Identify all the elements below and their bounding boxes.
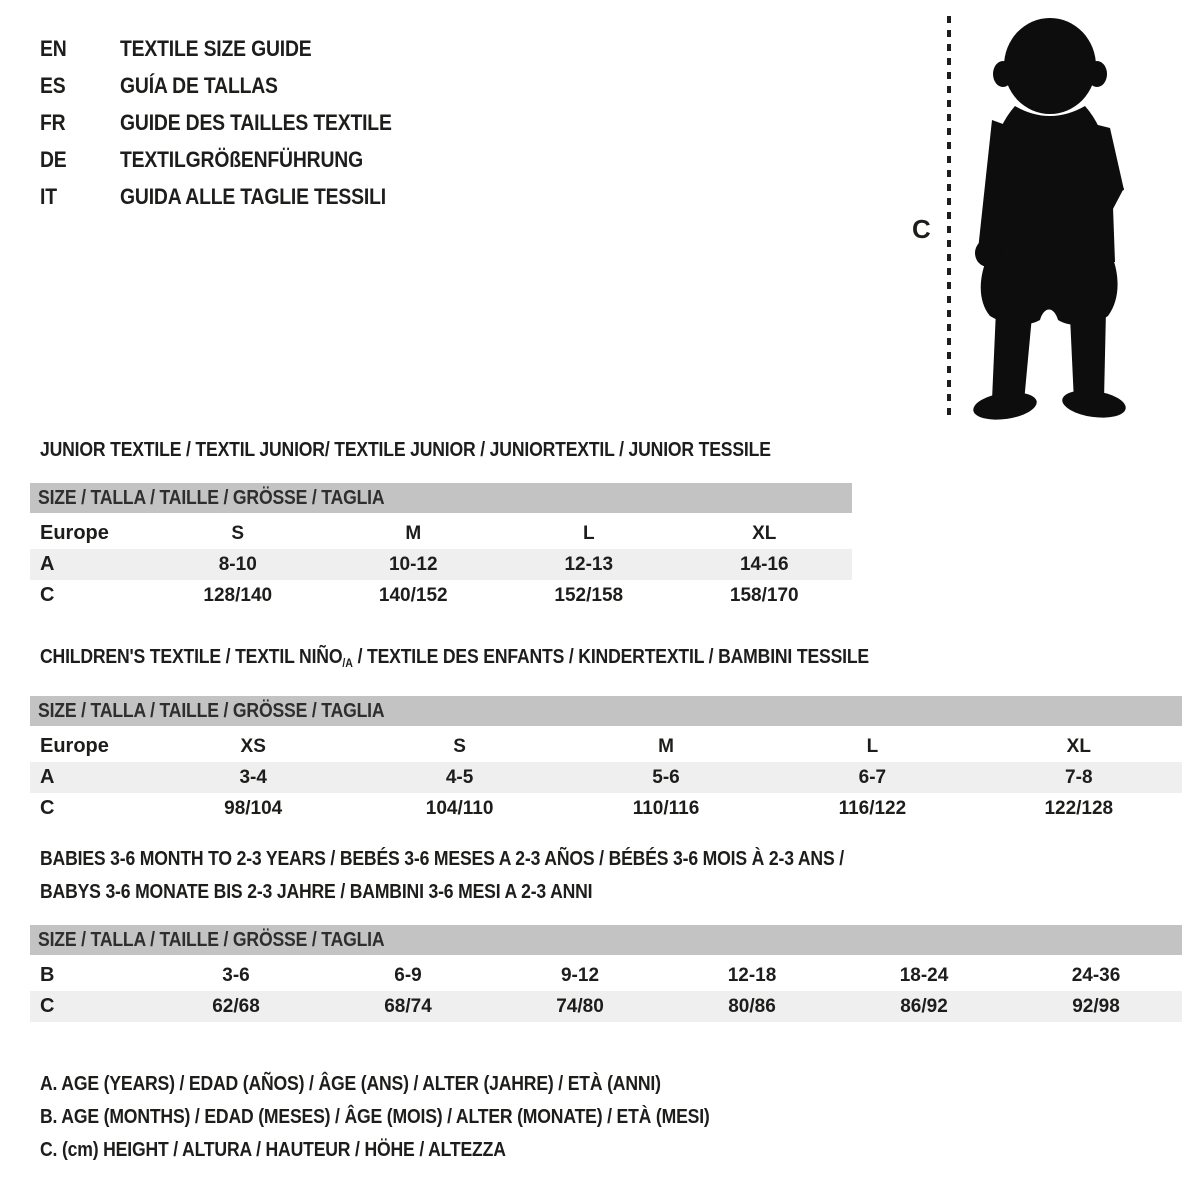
language-title: [120, 184, 422, 210]
table-cell: L: [866, 735, 879, 757]
language-title: [120, 110, 429, 136]
table-row: [30, 580, 852, 611]
size-header-label: SIZE / TALLA / TAILLE / GRÖSSE / TAGLIA: [38, 929, 385, 951]
table-cell: 12-13: [564, 553, 614, 575]
table-cell: 10-12: [388, 553, 438, 575]
section-title-text: [40, 876, 592, 909]
table-cell: 152/158: [554, 584, 624, 606]
table-cell: 98/104: [224, 797, 283, 819]
table-cell: L: [582, 522, 595, 544]
section-title-text: [40, 641, 869, 680]
table-cell: 92/98: [1072, 995, 1120, 1017]
footnote: [40, 1101, 801, 1134]
section-junior-textile: [30, 434, 852, 611]
table-cell: 5-6: [652, 766, 680, 788]
language-code-text: EN: [40, 35, 67, 61]
height-measure-label: C: [912, 214, 931, 244]
section-title-segment: CHILDREN'S TEXTILE / TEXTIL NIÑO: [40, 646, 343, 668]
language-title-text: GUIDE DES TAILLES TEXTILE: [120, 109, 392, 135]
table-row: [30, 960, 1182, 991]
language-title: [120, 36, 338, 62]
table-row: [30, 762, 1182, 793]
language-row: [40, 30, 429, 67]
table-cell: 158/170: [729, 584, 799, 606]
language-code: [40, 147, 120, 173]
table-cell: 86/92: [900, 995, 948, 1017]
size-header-bar: [30, 925, 1182, 955]
size-header-label: SIZE / TALLA / TAILLE / GRÖSSE / TAGLIA: [38, 487, 385, 509]
section-title-line: [40, 876, 1182, 909]
table-cell: 74/80: [556, 995, 604, 1017]
row-label: C: [40, 797, 55, 819]
language-row: [40, 67, 429, 104]
table-body: [30, 960, 1182, 1022]
row-label: B: [40, 964, 55, 986]
language-row: [40, 178, 429, 215]
language-row: [40, 104, 429, 141]
row-label: Europe: [40, 522, 109, 544]
table-cell: S: [453, 735, 466, 757]
table-cell: XL: [1066, 735, 1091, 757]
footnote-text: A. AGE (YEARS) / EDAD (AÑOS) / ÂGE (ANS) / ALTER (JAHRE) / ETÀ (ANNI): [40, 1073, 661, 1095]
language-code: [40, 184, 120, 210]
section-title-text: [40, 434, 771, 467]
section-title: [40, 843, 1182, 909]
table-row: [30, 991, 1182, 1022]
table-cell: 24-36: [1071, 964, 1121, 986]
language-code: [40, 110, 120, 136]
table-cell: 18-24: [899, 964, 949, 986]
table-cell: M: [658, 735, 674, 757]
table-cell: 9-12: [560, 964, 600, 986]
table-cell: 12-18: [727, 964, 777, 986]
row-label: A: [40, 553, 55, 575]
row-label: C: [40, 995, 55, 1017]
language-code-text: FR: [40, 109, 66, 135]
table-cell: 3-6: [222, 964, 250, 986]
section-title-segment: / TEXTILE DES ENFANTS / KINDERTEXTIL / BAMBINI TESSILE: [352, 646, 869, 668]
language-title-text: GUIDA ALLE TAGLIE TESSILI: [120, 183, 386, 209]
section-title-subscript: /A: [342, 656, 353, 670]
section-title-segment: BABIES 3-6 MONTH TO 2-3 YEARS / BEBÉS 3-6 MESES A 2-3 AÑOS / BÉBÉS 3-6 MOIS À 2-3 ANS /: [40, 848, 844, 870]
height-measure-line: [947, 16, 951, 420]
row-label: Europe: [40, 735, 109, 757]
section-title-segment: BABYS 3-6 MONATE BIS 2-3 JAHRE / BAMBINI 3-6 MESI A 2-3 ANNI: [40, 881, 593, 903]
toddler-silhouette-icon: [958, 10, 1144, 422]
table-cell: 68/74: [384, 995, 432, 1017]
language-title: [120, 147, 396, 173]
language-code-text: IT: [40, 183, 57, 209]
table-cell: 110/116: [632, 797, 700, 819]
table-cell: 7-8: [1065, 766, 1093, 788]
language-code-text: DE: [40, 146, 67, 172]
table-cell: 3-4: [239, 766, 267, 788]
language-list: [40, 30, 429, 215]
table-row: [30, 518, 852, 549]
language-title-text: TEXTILGRÖßENFÜHRUNG: [120, 146, 363, 172]
table-cell: M: [405, 522, 422, 544]
table-cell: XS: [240, 735, 266, 757]
section-title-segment: JUNIOR TEXTILE / TEXTIL JUNIOR/ TEXTILE JUNIOR / JUNIORTEXTIL / JUNIOR TESSILE: [40, 439, 771, 461]
table-row: [30, 549, 852, 580]
table-cell: 128/140: [203, 584, 273, 606]
section-title-line: [40, 641, 1182, 680]
section-title-line: [40, 434, 852, 467]
language-code-text: ES: [40, 72, 66, 98]
section-title: [40, 434, 852, 467]
table-cell: 6-7: [858, 766, 887, 788]
footnote: [40, 1068, 801, 1101]
footnote-text: C. (cm) HEIGHT / ALTURA / HAUTEUR / HÖHE / ALTEZZA: [40, 1139, 506, 1161]
language-code: [40, 73, 120, 99]
table-cell: S: [231, 522, 245, 544]
language-row: [40, 141, 429, 178]
section-children-textile: [30, 641, 1182, 824]
section-title: [40, 641, 1182, 680]
footnotes: [40, 1068, 801, 1167]
row-label: C: [40, 584, 55, 606]
table-cell: 62/68: [212, 995, 260, 1017]
table-cell: 80/86: [728, 995, 776, 1017]
table-cell: 4-5: [445, 766, 474, 788]
table-body: [30, 731, 1182, 824]
section-title-text: [40, 843, 844, 876]
language-title: [120, 73, 299, 99]
table-cell: 14-16: [739, 553, 789, 575]
table-row: [30, 793, 1182, 824]
size-header-bar: [30, 483, 852, 513]
language-code: [40, 36, 120, 62]
table-cell: 8-10: [218, 553, 257, 575]
section-babies-textile: [30, 843, 1182, 1022]
language-title-text: TEXTILE SIZE GUIDE: [120, 35, 312, 61]
table-cell: 6-9: [394, 964, 422, 986]
table-body: [30, 518, 852, 611]
row-label: A: [40, 766, 55, 788]
footnote: [40, 1134, 801, 1167]
table-cell: XL: [752, 522, 777, 544]
section-title-line: [40, 843, 1182, 876]
footnote-text: B. AGE (MONTHS) / EDAD (MESES) / ÂGE (MOIS) / ALTER (MONATE) / ETÀ (MESI): [40, 1106, 710, 1128]
table-cell: 140/152: [378, 584, 448, 606]
table-row: [30, 731, 1182, 762]
language-title-text: GUÍA DE TALLAS: [120, 72, 278, 98]
size-header-label: SIZE / TALLA / TAILLE / GRÖSSE / TAGLIA: [38, 700, 385, 722]
size-header-bar: [30, 696, 1182, 726]
table-cell: 122/128: [1044, 797, 1114, 819]
table-cell: 104/110: [425, 797, 494, 819]
table-cell: 116/122: [838, 797, 907, 819]
